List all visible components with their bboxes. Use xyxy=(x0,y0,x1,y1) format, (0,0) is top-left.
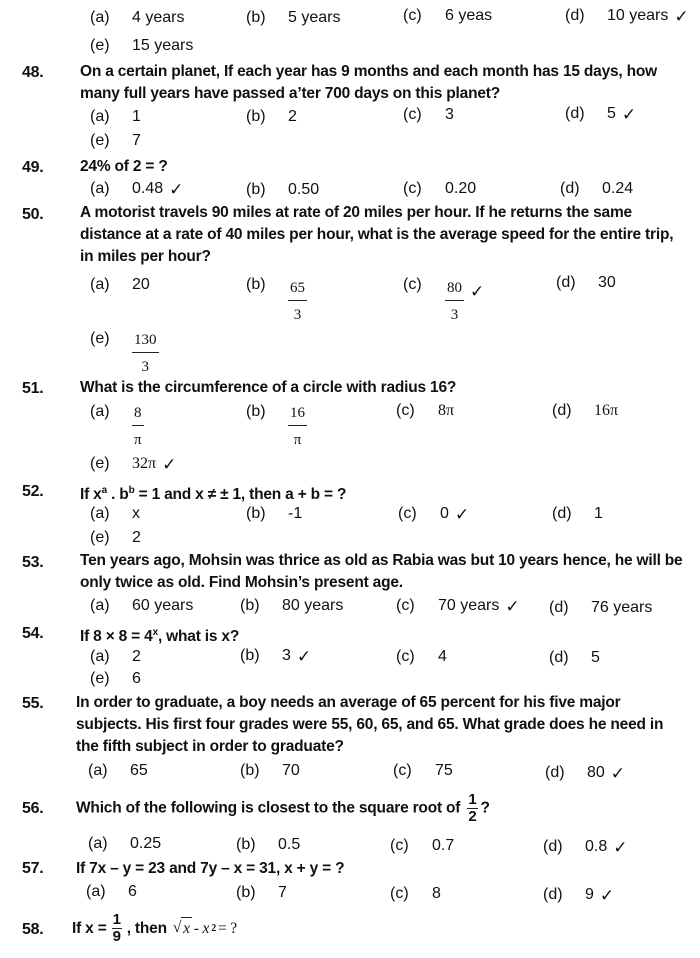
fraction: $\frac{1}{2}$ xyxy=(468,791,477,825)
q56-option-c: (c) 0.7 xyxy=(390,837,455,854)
q48-option-e: (e) 7 xyxy=(90,132,141,149)
q56-option-d: (d) 0.8 ✓ xyxy=(543,838,628,857)
q49-option-a: (a) 0.48 ✓ xyxy=(90,180,184,199)
q47-option-e: (e) 15 years xyxy=(90,37,194,54)
q53-option-a: (a) 60 years xyxy=(90,597,194,614)
q57-option-a: (a) 6 xyxy=(86,883,137,900)
q55-option-b: (b) 70 xyxy=(240,762,300,779)
q49-option-b: (b) 0.50 xyxy=(246,181,320,198)
question-number: 54. xyxy=(22,625,44,642)
fraction: $\frac{1}{9}$ xyxy=(112,911,121,945)
q50-option-d: (d) 30 xyxy=(556,274,616,291)
radical-sign-icon: √ xyxy=(172,919,182,936)
q50-option-a: (a) 20 xyxy=(90,276,150,293)
q51-option-d: (d) 16π xyxy=(552,402,619,419)
check-mark-icon: ✓ xyxy=(470,282,485,301)
q56-option-b: (b) 0.5 xyxy=(236,836,301,853)
fraction: $\frac{16}{\pi}$ xyxy=(290,405,305,448)
q51-option-b: (b) $\frac{16}{\pi}$ xyxy=(246,403,305,448)
q54-option-b: (b) 3 ✓ xyxy=(240,647,312,666)
question-number: 48. xyxy=(22,64,44,81)
q53-option-d: (d) 76 years xyxy=(549,599,653,616)
question-text: 24% of 2 = ? xyxy=(80,158,168,175)
q53-option-b: (b) 80 years xyxy=(240,597,344,614)
question-text: What is the circumference of a circle with radius 16? xyxy=(80,379,457,396)
q49-option-d: (d) 0.24 xyxy=(560,180,634,197)
check-mark-icon: ✓ xyxy=(621,105,637,124)
question-text: A motorist travels 90 miles at rate of 20 miles per hour. If he returns the same distance at a rate of 40 miles per hour, what is the average speed for the entire trip, in miles per hour? xyxy=(80,204,674,265)
question-number: 57. xyxy=(22,860,44,877)
question-text: If 7x – y = 23 and 7y – x = 31, x + y = ? xyxy=(76,860,345,877)
q47-option-c: (c) 6 yeas xyxy=(403,7,493,24)
q51-option-e: (e) 32π ✓ xyxy=(90,455,177,474)
check-mark-icon: ✓ xyxy=(454,505,470,524)
fraction: $\frac{65}{3}$ xyxy=(290,280,305,323)
q49-option-c: (c) 0.20 xyxy=(403,180,477,197)
question-text: In order to graduate, a boy needs an average of 65 percent for his five major subjects. His first four grades were 55, 60, 65, and 65. What grade does he need in the fifth subject in order to graduate? xyxy=(76,694,664,755)
question-text: If $8 \times 8 = 4^x$, what is x? xyxy=(80,627,240,646)
q54-option-c: (c) 4 xyxy=(396,648,447,665)
fraction: $\frac{8}{\pi}$ xyxy=(133,405,142,448)
q52-option-e: (e) 2 xyxy=(90,529,141,546)
q48-option-d: (d) 5 ✓ xyxy=(565,105,637,124)
question-number: 49. xyxy=(22,159,44,176)
square-root: √ x xyxy=(173,917,192,940)
q50-option-b: (b) $\frac{65}{3}$ xyxy=(246,276,305,323)
question-number: 50. xyxy=(22,206,44,223)
check-mark-icon: ✓ xyxy=(599,886,615,905)
fraction: $\frac{80}{3}$ xyxy=(447,280,462,323)
q54-option-e: (e) 6 xyxy=(90,670,141,687)
q48-option-c: (c) 3 xyxy=(403,106,454,123)
q48-option-a: (a) 1 xyxy=(90,108,141,125)
q56-option-a: (a) 0.25 xyxy=(88,835,162,852)
question-number: 56. xyxy=(22,800,44,817)
q55-option-d: (d) 80 ✓ xyxy=(545,764,626,783)
q55-option-a: (a) 65 xyxy=(88,762,148,779)
check-mark-icon: ✓ xyxy=(610,764,626,783)
q52-option-c: (c) 0 ✓ xyxy=(398,505,470,524)
question-text: Ten years ago, Mohsin was thrice as old as Rabia was but 10 years hence, he will be only twice as old. Find Mohsin’s present age. xyxy=(80,552,683,591)
check-mark-icon: ✓ xyxy=(296,647,312,666)
fraction: $\frac{130}{3}$ xyxy=(134,332,157,375)
check-mark-icon: ✓ xyxy=(162,455,177,474)
q53-option-c: (c) 70 years ✓ xyxy=(396,597,520,616)
question-number: 53. xyxy=(22,554,44,571)
q55-option-c: (c) 75 xyxy=(393,762,453,779)
q57-option-d: (d) 9 ✓ xyxy=(543,886,615,905)
check-mark-icon: ✓ xyxy=(613,838,628,857)
q57-option-c: (c) 8 xyxy=(390,885,441,902)
q50-option-c: (c) $\frac{80}{3}$ ✓ xyxy=(403,276,485,323)
question-number: 51. xyxy=(22,380,44,397)
check-mark-icon: ✓ xyxy=(169,180,184,199)
q51-option-c: (c) 8π xyxy=(396,402,455,419)
check-mark-icon: ✓ xyxy=(674,7,689,26)
question-text: Which of the following is closest to the square root of $\frac{1}{2}$ ? xyxy=(76,791,490,825)
check-mark-icon: ✓ xyxy=(505,597,520,616)
question-number: 58. xyxy=(22,921,44,938)
question-number: 52. xyxy=(22,483,44,500)
q51-option-a: (a) $\frac{8}{\pi}$ xyxy=(90,403,142,448)
q52-option-d: (d) 1 xyxy=(552,505,603,522)
q48-option-b: (b) 2 xyxy=(246,108,297,125)
question-text: If x = $\frac{1}{9}$ , then √ x - x 2 = ? xyxy=(72,911,237,945)
q54-option-a: (a) 2 xyxy=(90,648,141,665)
q47-option-b: (b) 5 years xyxy=(246,9,341,26)
q47-option-d: (d) 10 years ✓ xyxy=(565,7,689,26)
q52-option-b: (b) -1 xyxy=(246,505,303,522)
question-text: If $x^a$ . $b^b = 1$ and x ≠ ± 1, then a + b = ? xyxy=(80,485,347,504)
q47-option-a: (a) 4 years xyxy=(90,9,185,26)
q52-option-a: (a) x xyxy=(90,505,140,522)
q57-option-b: (b) 7 xyxy=(236,884,287,901)
q50-option-e: (e) $\frac{130}{3}$ xyxy=(90,330,157,375)
question-number: 55. xyxy=(22,695,44,712)
q54-option-d: (d) 5 xyxy=(549,649,600,666)
question-text: On a certain planet, If each year has 9 months and each month has 15 days, how many full years have passed a’ter 700 days on this planet? xyxy=(80,63,658,102)
